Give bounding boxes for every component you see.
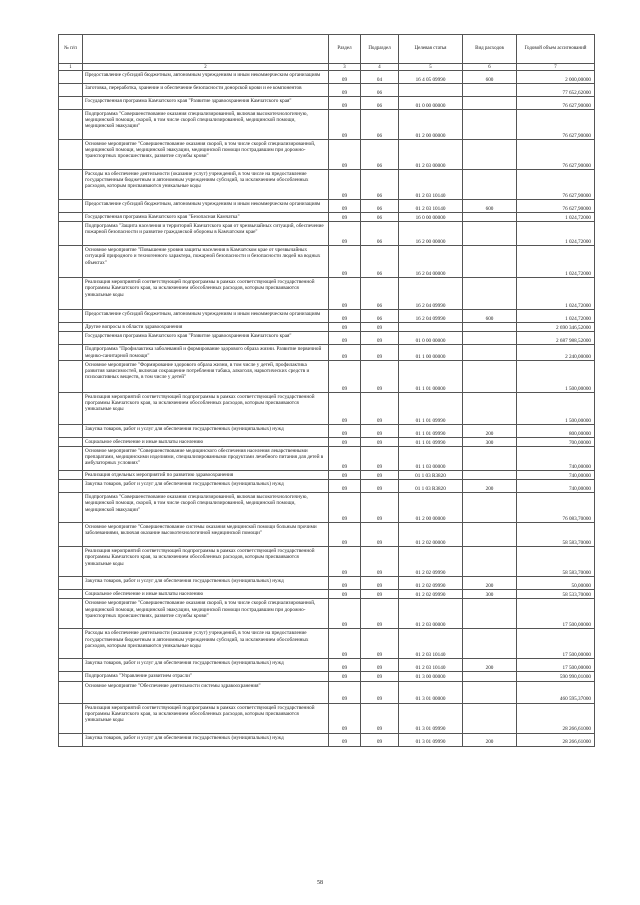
row-number <box>59 493 83 523</box>
row-csr: 01 1 03 R3820 <box>399 480 463 493</box>
row-vr <box>463 523 517 547</box>
table-row <box>59 547 595 577</box>
row-podrazdel: 09 <box>361 523 399 547</box>
row-amount: 800,00000 <box>517 424 595 437</box>
row-podrazdel: 09 <box>361 493 399 523</box>
row-vr <box>463 170 517 200</box>
row-vr: 600 <box>463 200 517 213</box>
table-row <box>59 681 595 703</box>
row-amount: 50,00000 <box>517 577 595 590</box>
col-number: 4 <box>361 64 399 71</box>
row-vr <box>463 84 517 97</box>
table-header-row <box>59 35 595 64</box>
row-name: Основное мероприятие "Обеспечение деятельности системы здравоохранения" <box>83 681 329 703</box>
row-vr <box>463 213 517 222</box>
row-vr: 200 <box>463 577 517 590</box>
table-row <box>59 110 595 140</box>
row-podrazdel: 06 <box>361 310 399 323</box>
row-amount: 2 000,00000 <box>517 71 595 84</box>
row-podrazdel: 09 <box>361 360 399 392</box>
table-row <box>59 672 595 681</box>
row-csr: 01 1 03 00000 <box>399 447 463 471</box>
row-podrazdel: 06 <box>361 213 399 222</box>
table-row <box>59 360 595 392</box>
row-number <box>59 629 83 659</box>
row-csr: 16 2 04 09990 <box>399 278 463 310</box>
row-amount: 17 500,00000 <box>517 599 595 629</box>
row-number <box>59 170 83 200</box>
row-number <box>59 590 83 599</box>
row-vr <box>463 323 517 332</box>
row-name: Закупка товаров, работ и услуг для обеспечения государственных (муниципальных) нужд <box>83 733 329 746</box>
row-csr: 16 2 04 09990 <box>399 310 463 323</box>
row-name: Основное мероприятие "Формирование здорового образа жизни, в том числе у детей, профилактика развития зависимостей, включая сокращение потребления табака, алкоголя, наркотических средств и психоактивных веществ, в том числе у детей" <box>83 360 329 392</box>
row-name: Основное мероприятие "Совершенствование системы оказания медицинской помощи больным прочими заболеваниями, включая оказание высокотехнологичной медицинской помощи" <box>83 523 329 547</box>
row-vr <box>463 332 517 345</box>
table-row <box>59 213 595 222</box>
table-row <box>59 84 595 97</box>
row-amount: 17 500,00000 <box>517 659 595 672</box>
row-podrazdel: 09 <box>361 332 399 345</box>
row-podrazdel: 09 <box>361 672 399 681</box>
row-amount: 460 595,37000 <box>517 681 595 703</box>
table-row <box>59 200 595 213</box>
row-vr: 200 <box>463 733 517 746</box>
table-row <box>59 278 595 310</box>
row-number <box>59 681 83 703</box>
row-vr <box>463 278 517 310</box>
row-number <box>59 447 83 471</box>
row-csr: 01 1 01 00000 <box>399 360 463 392</box>
table-row <box>59 590 595 599</box>
row-amount: 77 652,62000 <box>517 84 595 97</box>
row-csr <box>399 323 463 332</box>
row-csr: 01 0 00 00000 <box>399 332 463 345</box>
row-razdel: 09 <box>329 392 361 424</box>
col-number: 6 <box>463 64 517 71</box>
row-razdel: 09 <box>329 599 361 629</box>
row-name: Подпрограмма "Совершенствование оказания специализированной, включая высокотехнологичную, медицинской помощи, скорой, в том числе скорой специализированной, медицинской помощи, медицинской эвакуации" <box>83 110 329 140</box>
row-number <box>59 392 83 424</box>
table-row <box>59 599 595 629</box>
row-razdel: 09 <box>329 84 361 97</box>
row-razdel: 09 <box>329 246 361 278</box>
row-name: Закупка товаров, работ и услуг для обеспечения государственных (муниципальных) нужд <box>83 659 329 672</box>
row-razdel: 09 <box>329 424 361 437</box>
row-razdel: 09 <box>329 222 361 246</box>
row-razdel: 09 <box>329 278 361 310</box>
table-row <box>59 493 595 523</box>
row-razdel: 09 <box>329 577 361 590</box>
col-header-podrazdel: Подраздел <box>361 35 399 64</box>
row-number <box>59 140 83 170</box>
row-razdel: 09 <box>329 200 361 213</box>
row-razdel: 09 <box>329 681 361 703</box>
page-number: 58 <box>317 880 323 886</box>
row-vr: 600 <box>463 310 517 323</box>
row-csr: 01 3 01 09990 <box>399 703 463 733</box>
row-csr: 01 2 03 00000 <box>399 140 463 170</box>
row-name: Реализация мероприятий соответствующей подпрограммы в рамках соответствующей государственной программы Камчатского края, за исключением обособленных расходов, которым присваиваются уникальные коды <box>83 278 329 310</box>
table-row <box>59 659 595 672</box>
row-podrazdel: 09 <box>361 599 399 629</box>
row-csr: 01 1 01 09990 <box>399 392 463 424</box>
row-podrazdel: 09 <box>361 323 399 332</box>
col-header-num: № п/п <box>59 35 83 64</box>
row-razdel: 09 <box>329 733 361 746</box>
row-podrazdel: 09 <box>361 590 399 599</box>
row-csr: 01 2 02 09990 <box>399 590 463 599</box>
row-csr: 01 2 03 10140 <box>399 629 463 659</box>
row-number <box>59 360 83 392</box>
row-vr <box>463 703 517 733</box>
row-name: Основное мероприятие "Совершенствование оказания скорой, в том числе скорой специализированной, медицинской помощи, медицинской эвакуации, медицинской помощи пострадавшим при дорожно-транспортных происшествиях, развитие службы крови" <box>83 599 329 629</box>
row-csr: 01 3 01 00000 <box>399 681 463 703</box>
table-row <box>59 629 595 659</box>
table-row <box>59 733 595 746</box>
row-name: Закупка товаров, работ и услуг для обеспечения государственных (муниципальных) нужд <box>83 577 329 590</box>
col-number: 1 <box>59 64 83 71</box>
row-vr: 200 <box>463 659 517 672</box>
row-csr: 16 2 04 00000 <box>399 246 463 278</box>
table-row <box>59 323 595 332</box>
table-row <box>59 392 595 424</box>
row-amount: 58 533,70000 <box>517 590 595 599</box>
row-podrazdel: 06 <box>361 200 399 213</box>
row-name: Расходы на обеспечение деятельности (оказание услуг) учреждений, в том числе на предоставление государственным бюджетным и автономным учреждениям субсидий, за исключением обособленных расходов, которым присваиваются уникальные коды <box>83 170 329 200</box>
row-name: Основное мероприятие "Повышение уровня защиты населения в Камчатском крае от чрезвычайных ситуаций природного и техногенного характера, пожарной безопасности и безопасности людей на водных объектах" <box>83 246 329 278</box>
table-row <box>59 170 595 200</box>
row-podrazdel: 09 <box>361 629 399 659</box>
row-number <box>59 84 83 97</box>
row-amount: 17 500,00000 <box>517 629 595 659</box>
col-header-name <box>83 35 329 64</box>
row-razdel: 09 <box>329 140 361 170</box>
row-number <box>59 480 83 493</box>
row-number <box>59 246 83 278</box>
row-podrazdel: 09 <box>361 345 399 360</box>
row-csr: 01 1 01 09990 <box>399 437 463 446</box>
row-razdel: 09 <box>329 71 361 84</box>
col-number: 7 <box>517 64 595 71</box>
row-number <box>59 310 83 323</box>
row-razdel: 09 <box>329 547 361 577</box>
row-podrazdel: 09 <box>361 577 399 590</box>
row-vr: 300 <box>463 590 517 599</box>
row-podrazdel: 09 <box>361 447 399 471</box>
row-podrazdel: 09 <box>361 480 399 493</box>
row-razdel: 09 <box>329 703 361 733</box>
row-razdel: 09 <box>329 659 361 672</box>
table-row <box>59 480 595 493</box>
table-row <box>59 703 595 733</box>
row-podrazdel: 09 <box>361 681 399 703</box>
table-row <box>59 97 595 110</box>
row-razdel: 09 <box>329 672 361 681</box>
row-vr <box>463 140 517 170</box>
row-number <box>59 345 83 360</box>
row-vr <box>463 471 517 480</box>
row-name: Основное мероприятие "Совершенствование оказания скорой, в том числе скорой специализированной, медицинской помощи, медицинской эвакуации, медицинской помощи пострадавшим при дорожно-транспортных происшествиях, развитие службы крови" <box>83 140 329 170</box>
row-amount: 2 240,00000 <box>517 345 595 360</box>
row-amount: 740,00000 <box>517 471 595 480</box>
row-podrazdel: 06 <box>361 110 399 140</box>
row-vr <box>463 672 517 681</box>
row-csr: 01 1 03 R3820 <box>399 471 463 480</box>
row-csr: 01 2 02 09990 <box>399 577 463 590</box>
row-csr: 01 1 01 09990 <box>399 424 463 437</box>
row-podrazdel: 06 <box>361 222 399 246</box>
table-row <box>59 246 595 278</box>
row-name: Социальное обеспечение и иные выплаты населению <box>83 437 329 446</box>
row-csr: 16 0 00 00000 <box>399 213 463 222</box>
row-name: Закупка товаров, работ и услуг для обеспечения государственных (муниципальных) нужд <box>83 480 329 493</box>
row-razdel: 09 <box>329 480 361 493</box>
row-amount: 2 687 988,52000 <box>517 332 595 345</box>
row-csr: 01 2 00 00000 <box>399 110 463 140</box>
row-number <box>59 97 83 110</box>
row-podrazdel: 06 <box>361 278 399 310</box>
table-row <box>59 471 595 480</box>
table-row <box>59 447 595 471</box>
table-row <box>59 71 595 84</box>
table-row <box>59 437 595 446</box>
row-csr: 01 2 03 10140 <box>399 170 463 200</box>
row-name: Другие вопросы в области здравоохранения <box>83 323 329 332</box>
row-csr: 01 2 02 09990 <box>399 547 463 577</box>
table-row <box>59 523 595 547</box>
row-razdel: 09 <box>329 97 361 110</box>
col-number: 5 <box>399 64 463 71</box>
table-row <box>59 577 595 590</box>
row-vr <box>463 599 517 629</box>
row-amount: 700,00000 <box>517 437 595 446</box>
row-razdel: 09 <box>329 493 361 523</box>
row-vr: 300 <box>463 437 517 446</box>
row-amount: 76 627,90000 <box>517 200 595 213</box>
row-name: Реализация отдельных мероприятий по развитию здравоохранения <box>83 471 329 480</box>
column-number-row <box>59 64 595 71</box>
col-number: 2 <box>83 64 329 71</box>
table-row <box>59 310 595 323</box>
row-csr: 16 4 05 09990 <box>399 71 463 84</box>
row-name: Предоставление субсидий бюджетным, автономным учреждениям и иным некоммерческим организациям <box>83 71 329 84</box>
row-podrazdel: 09 <box>361 547 399 577</box>
row-number <box>59 213 83 222</box>
table-row <box>59 345 595 360</box>
row-number <box>59 599 83 629</box>
row-number <box>59 471 83 480</box>
row-number <box>59 672 83 681</box>
row-razdel: 09 <box>329 629 361 659</box>
col-header-csr: Целевая статья <box>399 35 463 64</box>
row-number <box>59 323 83 332</box>
row-name: Предоставление субсидий бюджетным, автономным учреждениям и иным некоммерческим организациям <box>83 310 329 323</box>
row-name: Предоставление субсидий бюджетным, автономным учреждениям и иным некоммерческим организациям <box>83 200 329 213</box>
col-header-vr: Вид расходов <box>463 35 517 64</box>
row-razdel: 09 <box>329 345 361 360</box>
row-podrazdel: 06 <box>361 246 399 278</box>
row-number <box>59 278 83 310</box>
row-csr: 01 3 00 00000 <box>399 672 463 681</box>
row-vr <box>463 629 517 659</box>
row-razdel: 09 <box>329 323 361 332</box>
row-podrazdel: 09 <box>361 424 399 437</box>
row-vr <box>463 392 517 424</box>
row-vr: 600 <box>463 71 517 84</box>
table-body <box>59 71 595 747</box>
row-razdel: 09 <box>329 360 361 392</box>
row-amount: 58 583,70000 <box>517 523 595 547</box>
row-amount: 2 690 346,52000 <box>517 323 595 332</box>
row-number <box>59 703 83 733</box>
col-number: 3 <box>329 64 361 71</box>
row-vr: 200 <box>463 480 517 493</box>
row-name: Реализация мероприятий соответствующей подпрограммы в рамках соответствующей государственной программы Камчатского края, за исключением обособленных расходов, которым присваиваются уникальные коды <box>83 703 329 733</box>
row-podrazdel: 09 <box>361 392 399 424</box>
row-vr <box>463 246 517 278</box>
row-name: Расходы на обеспечение деятельности (оказание услуг) учреждений, в том числе на предоставление государственным бюджетным и автономным учреждениям субсидий, за исключением обособленных расходов, которым присваиваются уникальные коды <box>83 629 329 659</box>
row-amount: 28 266,61000 <box>517 703 595 733</box>
row-name: Реализация мероприятий соответствующей подпрограммы в рамках соответствующей государственной программы Камчатского края, за исключением обособленных расходов, которым присваиваются уникальные коды <box>83 392 329 424</box>
row-podrazdel: 09 <box>361 471 399 480</box>
row-podrazdel: 09 <box>361 703 399 733</box>
row-amount: 740,00000 <box>517 480 595 493</box>
row-name: Государственная программа Камчатского края "Безопасная Камчатка" <box>83 213 329 222</box>
row-csr: 01 2 03 10140 <box>399 200 463 213</box>
row-name: Заготовка, переработка, хранение и обеспечение безопасности донорской крови и ее компонентов <box>83 84 329 97</box>
row-amount: 76 627,90000 <box>517 170 595 200</box>
row-amount: 1 024,72000 <box>517 246 595 278</box>
row-vr <box>463 547 517 577</box>
col-header-razdel: Раздел <box>329 35 361 64</box>
row-csr: 01 2 03 00000 <box>399 599 463 629</box>
row-podrazdel: 06 <box>361 170 399 200</box>
row-number <box>59 71 83 84</box>
row-csr: 01 2 02 00000 <box>399 523 463 547</box>
row-number <box>59 222 83 246</box>
budget-table-sheet <box>58 34 594 747</box>
row-number <box>59 332 83 345</box>
table-row <box>59 332 595 345</box>
row-vr <box>463 222 517 246</box>
row-razdel: 09 <box>329 523 361 547</box>
row-vr <box>463 493 517 523</box>
row-csr: 01 3 01 09990 <box>399 733 463 746</box>
row-razdel: 09 <box>329 110 361 140</box>
row-number <box>59 547 83 577</box>
row-csr: 01 0 00 00000 <box>399 97 463 110</box>
row-amount: 58 583,70000 <box>517 547 595 577</box>
table-row <box>59 424 595 437</box>
row-razdel: 09 <box>329 170 361 200</box>
row-amount: 76 627,90000 <box>517 110 595 140</box>
row-name: Подпрограмма "Управление развитием отрасли" <box>83 672 329 681</box>
row-podrazdel: 09 <box>361 437 399 446</box>
row-podrazdel: 06 <box>361 97 399 110</box>
row-csr: 01 2 00 00000 <box>399 493 463 523</box>
row-vr <box>463 110 517 140</box>
row-number <box>59 659 83 672</box>
row-vr <box>463 345 517 360</box>
row-name: Подпрограмма "Профилактика заболеваний и формирование здорового образа жизни. Развитие первичной медико-санитарной помощи" <box>83 345 329 360</box>
row-amount: 1 024,72000 <box>517 310 595 323</box>
row-name: Государственная программа Камчатского края "Развитие здравоохранения Камчатского края" <box>83 332 329 345</box>
row-vr <box>463 447 517 471</box>
row-number <box>59 424 83 437</box>
row-number <box>59 577 83 590</box>
col-header-amount: Годовой объем ассигнований <box>517 35 595 64</box>
row-amount: 76 627,90000 <box>517 97 595 110</box>
row-number <box>59 523 83 547</box>
row-csr: 01 2 03 10140 <box>399 659 463 672</box>
row-razdel: 09 <box>329 332 361 345</box>
budget-table <box>58 34 595 747</box>
row-amount: 590 990,01000 <box>517 672 595 681</box>
row-csr: 16 2 00 00000 <box>399 222 463 246</box>
row-vr: 200 <box>463 424 517 437</box>
row-razdel: 09 <box>329 590 361 599</box>
row-name: Основное мероприятие "Совершенствование медицинского обеспечения населения лекарственными препаратами, медицинскими изделиями, специализированными продуктами лечебного питания для детей в амбулаторных условиях" <box>83 447 329 471</box>
row-amount: 76 627,90000 <box>517 140 595 170</box>
row-number <box>59 437 83 446</box>
table-row <box>59 140 595 170</box>
row-podrazdel: 06 <box>361 140 399 170</box>
row-name: Закупка товаров, работ и услуг для обеспечения государственных (муниципальных) нужд <box>83 424 329 437</box>
row-name: Подпрограмма "Защита населения и территорий Камчатского края от чрезвычайных ситуаций, обеспечение пожарной безопасности и развитие гражданской обороны в Камчатском крае" <box>83 222 329 246</box>
row-amount: 1 024,72000 <box>517 222 595 246</box>
row-number <box>59 110 83 140</box>
row-amount: 1 024,72000 <box>517 213 595 222</box>
row-csr: 01 1 00 00000 <box>399 345 463 360</box>
row-razdel: 09 <box>329 471 361 480</box>
row-amount: 1 500,00000 <box>517 392 595 424</box>
row-vr <box>463 97 517 110</box>
row-name: Реализация мероприятий соответствующей подпрограммы в рамках соответствующей государственной программы Камчатского края, за исключением обособленных расходов, которым присваиваются уникальные коды <box>83 547 329 577</box>
row-amount: 1 024,72000 <box>517 278 595 310</box>
row-amount: 76 083,70000 <box>517 493 595 523</box>
row-name: Социальное обеспечение и иные выплаты населению <box>83 590 329 599</box>
row-razdel: 09 <box>329 310 361 323</box>
row-vr <box>463 360 517 392</box>
row-razdel: 09 <box>329 213 361 222</box>
row-podrazdel: 09 <box>361 659 399 672</box>
row-podrazdel: 09 <box>361 733 399 746</box>
row-name: Подпрограмма "Совершенствование оказания специализированной, включая высокотехнологичную, медицинской помощи, скорой, в том числе скорой специализированной, медицинской помощи, медицинской эвакуации" <box>83 493 329 523</box>
row-amount: 28 266,61000 <box>517 733 595 746</box>
row-vr <box>463 681 517 703</box>
table-row <box>59 222 595 246</box>
row-number <box>59 733 83 746</box>
row-amount: 1 500,00000 <box>517 360 595 392</box>
row-number <box>59 200 83 213</box>
row-name: Государственная программа Камчатского края "Развитие здравоохранения Камчатского края" <box>83 97 329 110</box>
row-podrazdel: 06 <box>361 84 399 97</box>
row-razdel: 09 <box>329 437 361 446</box>
row-csr <box>399 84 463 97</box>
row-razdel: 09 <box>329 447 361 471</box>
row-podrazdel: 04 <box>361 71 399 84</box>
row-amount: 740,00000 <box>517 447 595 471</box>
